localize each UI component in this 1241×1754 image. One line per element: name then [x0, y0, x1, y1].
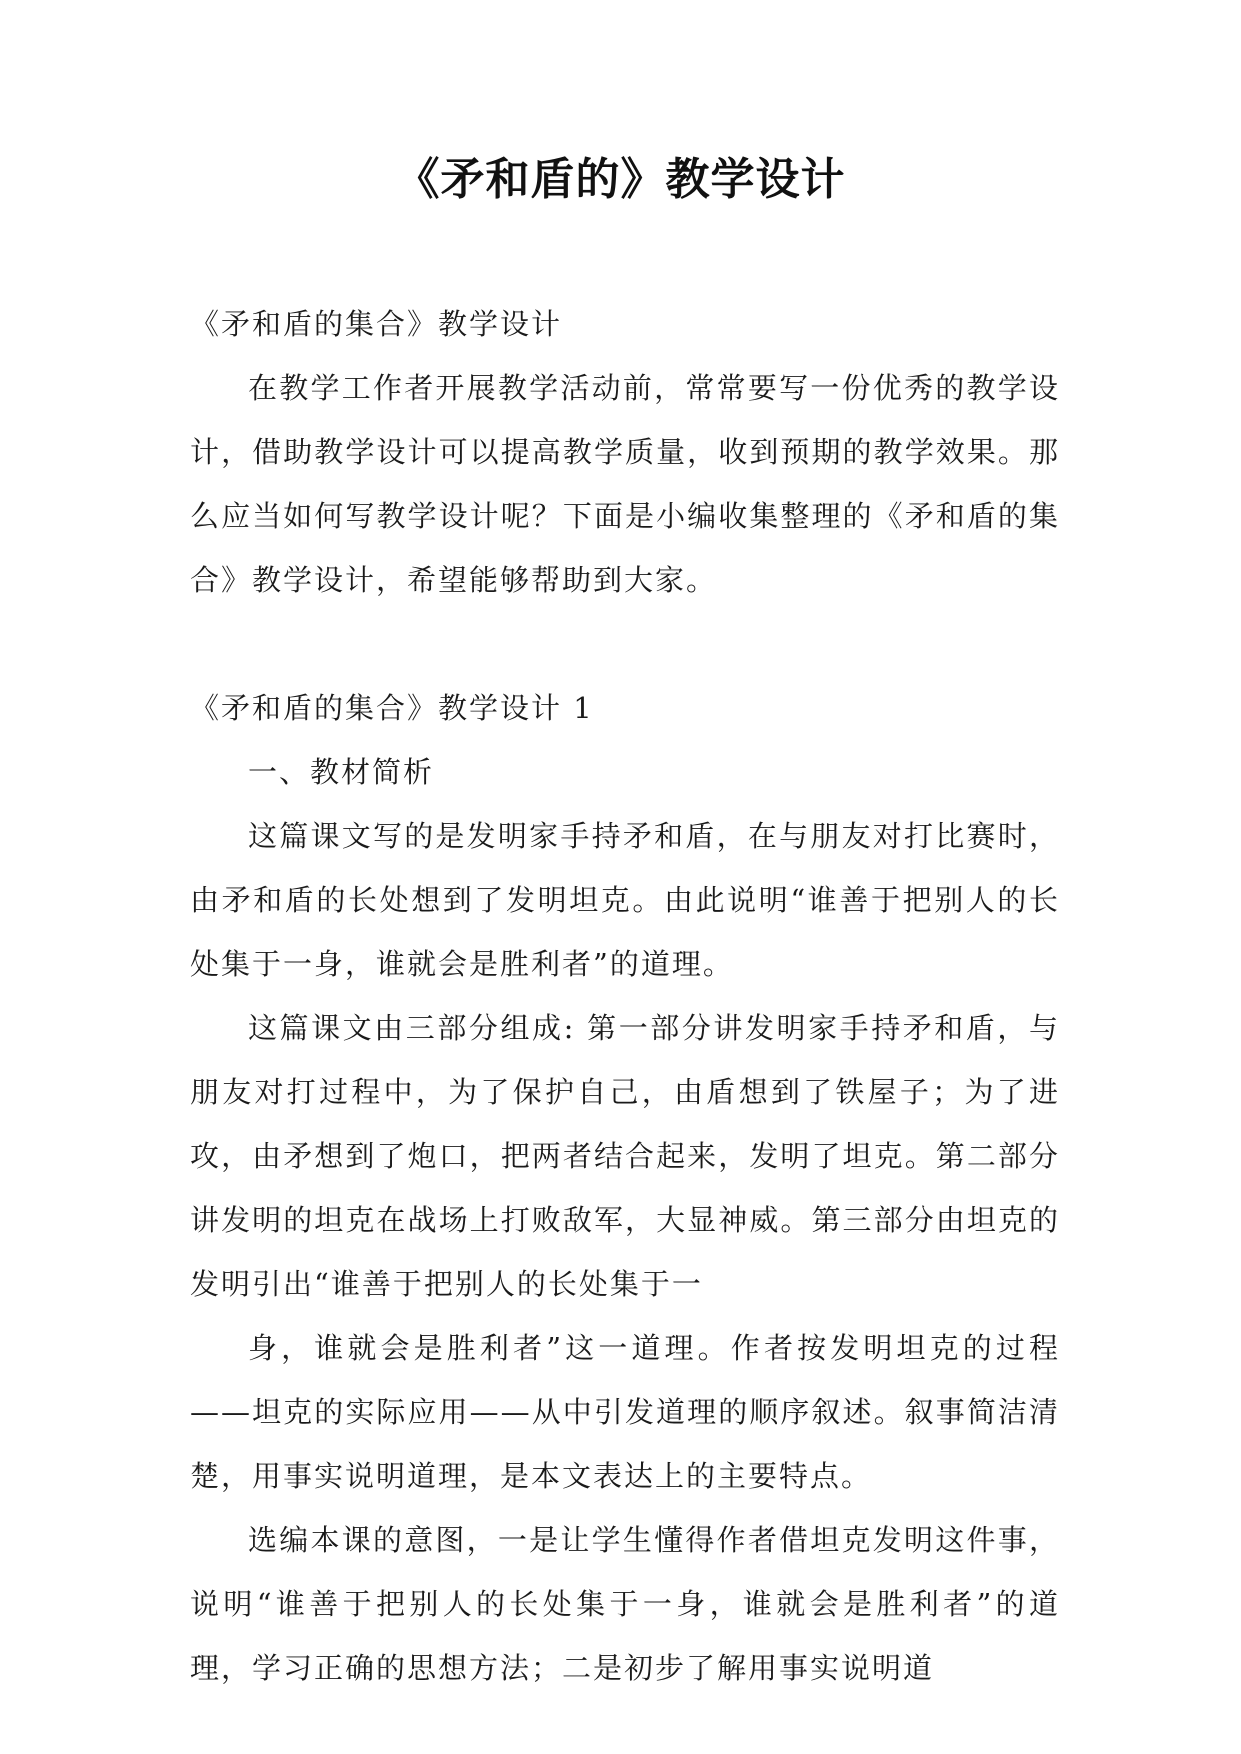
- body-paragraph: 选编本课的意图，一是让学生懂得作者借坦克发明这件事，说明“谁善于把别人的长处集于一身，谁就会是胜利者”的道理，学习正确的思想方法；二是初步了解用事实说明道: [190, 1523, 1060, 1685]
- body-paragraph: 这篇课文由三部分组成: 第一部分讲发明家手持矛和盾，与朋友对打过程中，为了保护自己，由盾想到了铁屋子；为了进攻，由矛想到了炮口，把两者结合起来，发明了坦克。第二部分讲发明的坦克在战场上打败敌军，大显神威。第三部分由坦克的发明引出“谁善于把别人的长处集于一: [190, 1011, 1060, 1301]
- section-heading: 《矛和盾的集合》教学设计 1: [190, 691, 594, 725]
- intro-paragraph: 在教学工作者开展教学活动前，常常要写一份优秀的教学设计，借助教学设计可以提高教学质量，收到预期的教学效果。那么应当如何写教学设计呢？下面是小编收集整理的《矛和盾的集合》教学设计，希望能够帮助到大家。: [190, 371, 1060, 597]
- subtitle-line: 《矛和盾的集合》教学设计: [190, 307, 563, 341]
- body-paragraph: 身，谁就会是胜利者”这一道理。作者按发明坦克的过程——坦克的实际应用——从中引发道理的顺序叙述。叙事简洁清楚，用事实说明道理，是本文表达上的主要特点。: [190, 1331, 1060, 1493]
- document-body: [190, 292, 1060, 1700]
- document-title: 《矛和盾的》教学设计: [395, 154, 846, 205]
- paragraph-gap: [190, 612, 1060, 676]
- subsection-heading: 一、教材简析: [248, 755, 435, 789]
- body-paragraph: 这篇课文写的是发明家手持矛和盾，在与朋友对打比赛时，由矛和盾的长处想到了发明坦克。由此说明“谁善于把别人的长处集于一身，谁就会是胜利者”的道理。: [190, 819, 1060, 981]
